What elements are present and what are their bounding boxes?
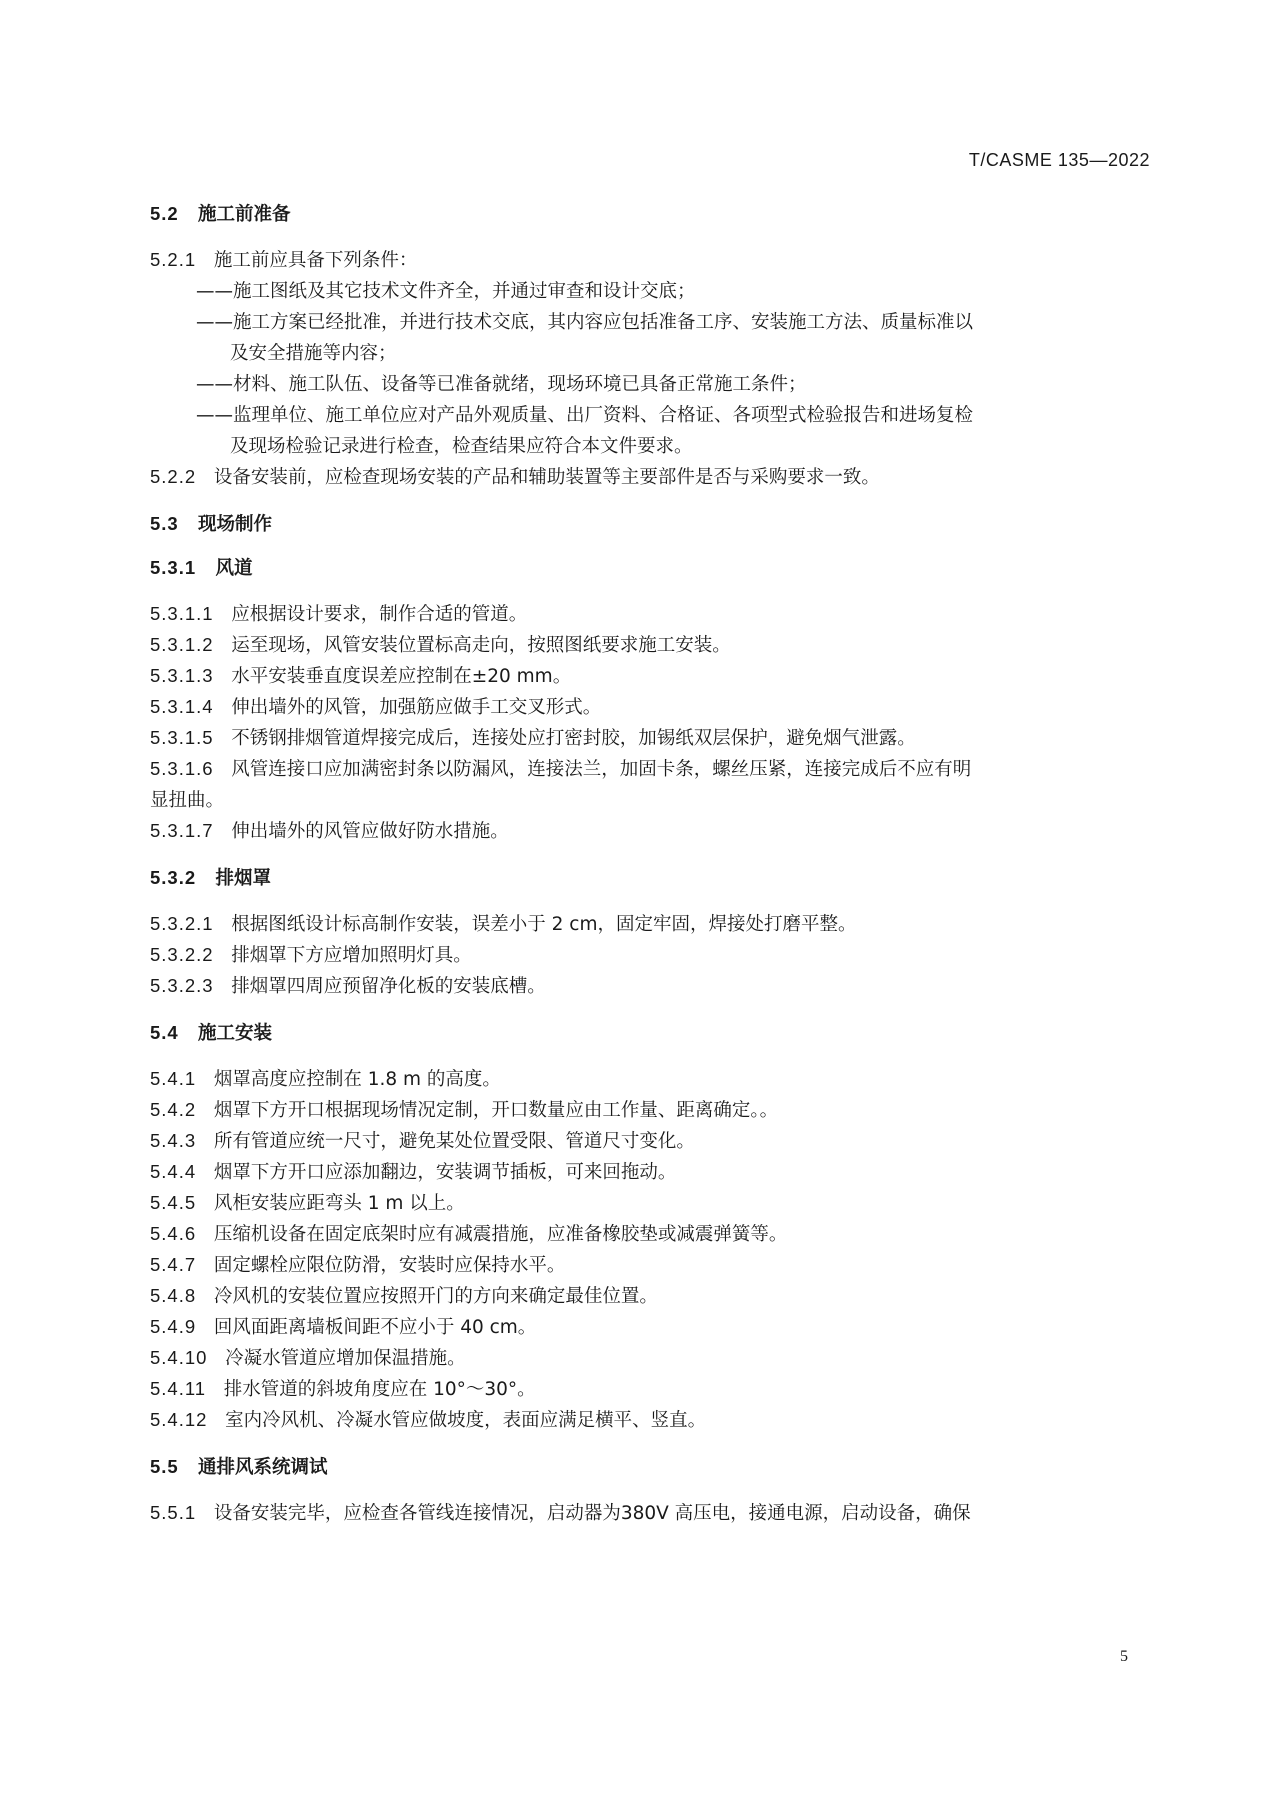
clause-text: 烟罩下方开口应添加翻边，安装调节插板，可来回拖动。: [213, 1162, 677, 1183]
clause-number: 5.2.2: [150, 466, 197, 487]
clause-5-4-4: [150, 1158, 676, 1184]
clause-5-3-1-6: [150, 755, 971, 781]
section-5-3-2: [150, 864, 271, 890]
section-5-4: [150, 1019, 272, 1045]
clause-5-4-7: [150, 1251, 565, 1277]
clause-text: 施工前应具备下列条件：: [213, 250, 418, 271]
section-number: 5.5: [150, 1456, 179, 1477]
dash-item-4-cont: 及现场检验记录进行检查，检查结果应符合本文件要求。: [230, 436, 693, 457]
clause-text: 室内冷风机、冷凝水管应做坡度，表面应满足横平、竖直。: [225, 1410, 707, 1431]
clause-number: 5.4.8: [150, 1285, 197, 1306]
section-title: 施工前准备: [198, 204, 291, 225]
clause-text: 烟罩高度应控制在 1.8 m 的高度。: [213, 1069, 501, 1090]
section-title: 风道: [215, 558, 253, 579]
document-code: T/CASME 135—2022: [968, 150, 1150, 170]
clause-text: 运至现场，风管安装位置标高走向，按照图纸要求施工安装。: [231, 635, 731, 656]
clause-5-3-1-7: [150, 817, 509, 843]
clause-5-3-1-1: [150, 600, 527, 626]
clause-5-3-1-4: [150, 693, 601, 719]
dash-item-2-cont: 及安全措施等内容；: [230, 343, 397, 364]
clause-number: 5.3.1.6: [150, 758, 214, 779]
section-number: 5.3: [150, 513, 179, 534]
clause-5-3-1-2: [150, 631, 731, 657]
clause-number: 5.3.2.1: [150, 913, 214, 934]
clause-text: 设备安装前，应检查现场安装的产品和辅助装置等主要部件是否与采购要求一致。: [213, 467, 880, 488]
clause-text: 烟罩下方开口根据现场情况定制，开口数量应由工作量、距离确定。。: [213, 1100, 779, 1121]
clause-number: 5.4.1: [150, 1068, 197, 1089]
clause-5-4-3: [150, 1127, 695, 1153]
clause-text: 应根据设计要求，制作合适的管道。: [231, 604, 528, 625]
clause-number: 5.3.1.5: [150, 727, 214, 748]
clause-number: 5.4.6: [150, 1223, 197, 1244]
dash-item-2: ——施工方案已经批准，并进行技术交底，其内容应包括准备工序、安装施工方法、质量标准以: [196, 312, 974, 333]
clause-5-4-5: [150, 1189, 465, 1215]
clause-5-4-8: [150, 1282, 658, 1308]
clause-number: 5.3.1.3: [150, 665, 214, 686]
clause-5-4-11: [150, 1375, 536, 1401]
section-5-3: [150, 510, 272, 536]
clause-number: 5.3.1.4: [150, 696, 214, 717]
clause-5-3-1-5: [150, 724, 916, 750]
clause-text: 排水管道的斜坡角度应在 10°～30°。: [223, 1379, 536, 1400]
clause-number: 5.2.1: [150, 249, 197, 270]
clause-text: 根据图纸设计标高制作安装，误差小于 2 cm，固定牢固，焊接处打磨平整。: [231, 914, 857, 935]
clause-text: 压缩机设备在固定底架时应有减震措施，应准备橡胶垫或减震弹簧等。: [213, 1224, 788, 1245]
page-number: 5: [1120, 1648, 1128, 1665]
clause-number: 5.4.7: [150, 1254, 197, 1275]
clause-number: 5.3.1.2: [150, 634, 214, 655]
dash-item-1: ——施工图纸及其它技术文件齐全，并通过审查和设计交底；: [196, 281, 696, 302]
clause-5-3-1-3: [150, 662, 571, 688]
clause-5-4-12: [150, 1406, 706, 1432]
clause-number: 5.4.3: [150, 1130, 197, 1151]
clause-5-5-1: [150, 1499, 971, 1525]
clause-number: 5.3.2.3: [150, 975, 214, 996]
dash-item-4: ——监理单位、施工单位应对产品外观质量、出厂资料、合格证、各项型式检验报告和进场复检: [196, 405, 974, 426]
clause-text: 冷风机的安装位置应按照开门的方向来确定最佳位置。: [213, 1286, 658, 1307]
clause-number: 5.4.9: [150, 1316, 197, 1337]
clause-5-4-10: [150, 1344, 466, 1370]
clause-5-4-9: [150, 1313, 536, 1339]
clause-text: 所有管道应统一尺寸，避免某处位置受限、管道尺寸变化。: [213, 1131, 695, 1152]
section-title: 施工安装: [198, 1023, 273, 1044]
clause-number: 5.5.1: [150, 1502, 197, 1523]
clause-number: 5.3.2.2: [150, 944, 214, 965]
section-title: 通排风系统调试: [198, 1457, 328, 1478]
clause-number: 5.3.1.1: [150, 603, 214, 624]
clause-text: 风柜安装应距弯头 1 m 以上。: [213, 1193, 465, 1214]
section-5-5: [150, 1453, 328, 1479]
clause-number: 5.4.2: [150, 1099, 197, 1120]
clause-5-2-2: [150, 463, 880, 489]
clause-text: 伸出墙外的风管，加强筋应做手工交叉形式。: [231, 697, 602, 718]
clause-5-3-2-3: [150, 972, 546, 998]
clause-text: 水平安装垂直度误差应控制在±20 mm。: [231, 666, 572, 687]
clause-5-4-6: [150, 1220, 787, 1246]
clause-number: 5.4.12: [150, 1409, 208, 1430]
clause-5-3-1-6-cont: 显扭曲。: [150, 790, 225, 811]
clause-text: 风管连接口应加满密封条以防漏风，连接法兰，加固卡条，螺丝压紧，连接完成后不应有明: [231, 759, 972, 780]
clause-number: 5.4.5: [150, 1192, 197, 1213]
clause-5-4-2: [150, 1096, 778, 1122]
clause-5-3-2-1: [150, 910, 856, 936]
clause-number: 5.4.10: [150, 1347, 208, 1368]
clause-number: 5.3.1.7: [150, 820, 214, 841]
section-title: 排烟罩: [215, 868, 271, 889]
clause-number: 5.4.11: [150, 1378, 207, 1399]
clause-text: 伸出墙外的风管应做好防水措施。: [231, 821, 509, 842]
clause-number: 5.4.4: [150, 1161, 197, 1182]
clause-text: 排烟罩四周应预留净化板的安装底槽。: [231, 976, 546, 997]
clause-text: 设备安装完毕，应检查各管线连接情况，启动器为380V 高压电，接通电源，启动设备，确保: [213, 1503, 971, 1524]
section-number: 5.4: [150, 1022, 179, 1043]
clause-text: 排烟罩下方应增加照明灯具。: [231, 945, 472, 966]
clause-5-2-1: [150, 246, 417, 272]
section-title: 现场制作: [198, 514, 273, 535]
dash-item-3: ——材料、施工队伍、设备等已准备就绪，现场环境已具备正常施工条件；: [196, 374, 807, 395]
clause-text: 回风面距离墙板间距不应小于 40 cm。: [213, 1317, 537, 1338]
section-number: 5.2: [150, 203, 179, 224]
clause-text: 不锈钢排烟管道焊接完成后，连接处应打密封胶，加锡纸双层保护，避免烟气泄露。: [231, 728, 916, 749]
section-5-2: [150, 200, 291, 226]
section-5-3-1: [150, 554, 253, 580]
section-number: 5.3.1: [150, 557, 197, 578]
section-number: 5.3.2: [150, 867, 197, 888]
clause-5-4-1: [150, 1065, 501, 1091]
clause-text: 冷凝水管道应增加保温措施。: [225, 1348, 466, 1369]
clause-5-3-2-2: [150, 941, 472, 967]
clause-text: 固定螺栓应限位防滑，安装时应保持水平。: [213, 1255, 566, 1276]
